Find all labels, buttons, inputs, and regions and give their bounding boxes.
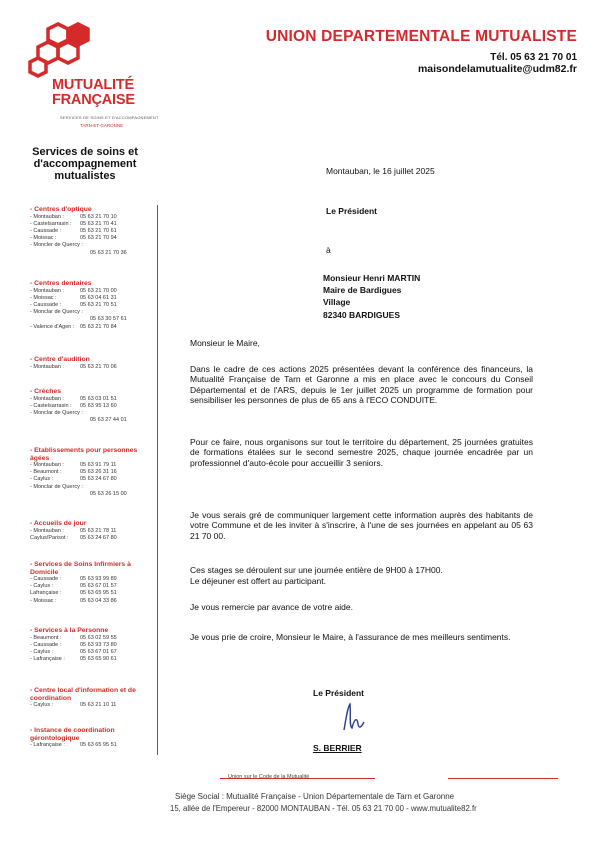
paragraph-2: Pour ce faire, nous organisons sur tout le territoire du département, 25 journées gratuites de formations étalées sur le second semestre 2025, chaque journée encadrée par un professionnel d'auto-école pour accueillir 3 seniors.	[190, 437, 533, 468]
entry-phone: 05 63 02 59 55	[80, 634, 117, 641]
sidebar-entry	[30, 214, 148, 221]
entry-phone: 05 63 21 70 36	[90, 249, 127, 256]
brand-region: TARN-ET-GARONNE	[80, 123, 124, 128]
sidebar-section-heading: - Instance de coordination gérontologique	[30, 727, 115, 742]
brand-name	[52, 78, 135, 108]
entry-city: - Montauban :	[30, 462, 64, 468]
sidebar-entry	[30, 635, 148, 642]
entry-city: - Moissac :	[30, 294, 57, 301]
sidebar-entry	[30, 590, 148, 597]
entry-city: - Lafrançaise :	[30, 742, 65, 748]
entry-city: - Moncler de Quercy :	[30, 242, 83, 249]
entry-phone: 05 63 21 70 00	[80, 287, 117, 294]
org-telephone: Tél. 05 63 21 70 01	[490, 52, 577, 63]
footer-rule-right	[448, 778, 558, 779]
sidebar-section-heading: - Services à la Personne	[30, 627, 109, 634]
recipient-postcode: 82340 BARDIGUES	[323, 310, 401, 320]
footer-line1: Siège Social : Mutualité Française - Union Départementale de Tarn et Garonne	[175, 792, 455, 801]
entry-phone: 05 63 21 70 41	[80, 220, 117, 227]
sidebar-entry	[30, 642, 148, 649]
entry-phone: 05 63 21 70 61	[80, 227, 117, 234]
salutation: Monsieur le Maire,	[190, 338, 260, 348]
sidebar-section	[30, 206, 148, 257]
sidebar-entry	[30, 410, 148, 417]
entry-phone: 05 63 27 44 01	[90, 417, 127, 424]
signature-name: S. BERRIER	[313, 743, 362, 753]
entry-city: - Valence d'Agen :	[30, 323, 75, 330]
entry-city: - Beaumont :	[30, 469, 62, 476]
entry-phone: 05 63 67 01 57	[80, 583, 117, 590]
sidebar-entry	[30, 702, 148, 709]
entry-phone: 05 63 30 57 61	[90, 316, 127, 323]
sidebar-entry	[30, 598, 148, 605]
sidebar-entry	[30, 250, 148, 257]
signature-title: Le Président	[313, 688, 365, 698]
paragraph-3: Je vous serais gré de communiquer largement cette information auprès des habitants de votre Commune et de les inviter à s'inscrire, à l'une de ses journées en appelant au 05 63 21 70 00.	[190, 510, 533, 541]
sidebar-title-line1: Services de soins et	[32, 146, 138, 158]
entry-city: Lafrançaise :	[30, 590, 62, 597]
entry-city: - Moissac :	[30, 235, 57, 242]
entry-phone: 05 63 65 95 51	[80, 590, 117, 597]
entry-phone: 05 63 24 67 80	[80, 534, 117, 541]
entry-city: - Lafrançaise :	[30, 656, 65, 663]
paragraph-1: Dans le cadre de ces actions 2025 présentées devant la conférence des financeurs, la Mutualité Française de Tarn et Garonne a mis en place avec le concours du Conseil Départemental et de l'ARS, depuis le 1er juillet 2025 un programme de formation pour sensibiliser les personnes de plus de 65 ans à l'ECO CONDUITE.	[190, 364, 533, 406]
sidebar-section	[30, 687, 148, 709]
entry-phone: 05 63 67 01 67	[80, 648, 117, 655]
entry-phone: 05 63 65 95 51	[80, 742, 117, 748]
sidebar-entry	[30, 535, 148, 542]
sidebar-entry	[30, 462, 148, 469]
sidebar-section-heading: - Accueils de jour	[30, 520, 87, 527]
sidebar-entry	[30, 403, 148, 410]
entry-phone: 05 63 21 70 84	[80, 323, 117, 330]
footer-line2: 15, allée de l'Empereur - 82000 MONTAUBAN - Tél. 05 63 21 70 00 - www.mutualite82.fr	[170, 804, 477, 813]
entry-city: - Montauban :	[30, 363, 64, 370]
sidebar-section	[30, 356, 148, 371]
sidebar-entry	[30, 364, 148, 371]
entry-city: - Caussade :	[30, 227, 62, 234]
entry-phone: 05 63 65 90 61	[80, 656, 117, 663]
sidebar-entry	[30, 309, 148, 316]
sidebar-entry	[30, 295, 148, 302]
brand-subtitle: SERVICES DE SOINS ET D'ACCOMPAGNEMENT	[60, 115, 159, 120]
sidebar-entry	[30, 228, 148, 235]
entry-phone: 05 63 93 73 80	[80, 641, 117, 648]
sidebar-title	[20, 146, 150, 182]
entry-phone: 05 63 95 13 60	[80, 402, 117, 409]
entry-phone: 05 63 21 70 06	[80, 363, 117, 370]
sidebar-entry	[30, 242, 148, 249]
sidebar-entry	[30, 396, 148, 403]
entry-city: Caylus/Parisot :	[30, 534, 69, 541]
entry-city: - Beaumont :	[30, 634, 62, 641]
entry-phone: 05 63 04 33 86	[80, 597, 117, 604]
sidebar-entry	[30, 742, 148, 749]
recipient-address: Village	[323, 297, 351, 307]
sidebar-section-heading: - Centre local d'information et de coordination	[30, 687, 136, 702]
sidebar-title-line3: mutualistes	[54, 170, 116, 182]
entry-phone: 05 63 91 79 11	[80, 462, 117, 468]
entry-phone: 05 63 03 01 51	[80, 395, 117, 402]
entry-city: - Monclar de Quercy :	[30, 309, 83, 316]
sidebar-section	[30, 280, 148, 331]
sidebar-entry	[30, 221, 148, 228]
sidebar-entry	[30, 528, 148, 535]
entry-phone: 05 63 93 99 89	[80, 576, 117, 582]
sidebar-entry	[30, 469, 148, 476]
entry-city: - Caylus :	[30, 702, 54, 708]
entry-phone: 05 63 26 15 00	[90, 490, 127, 497]
sidebar-section	[30, 561, 148, 605]
sidebar-section	[30, 520, 148, 542]
sidebar-entry	[30, 302, 148, 309]
sidebar-entry	[30, 491, 148, 498]
entry-city: - Montauban :	[30, 287, 64, 294]
recipient-title: Maire de Bardigues	[323, 285, 402, 295]
sidebar-entry	[30, 656, 148, 663]
entry-city: - Montauban :	[30, 527, 64, 534]
sidebar-section-heading: - Centres dentaires	[30, 280, 92, 287]
sidebar-entry	[30, 649, 148, 656]
sidebar-entry	[30, 583, 148, 590]
entry-city: - Montauban :	[30, 395, 64, 402]
entry-city: - Caylus :	[30, 476, 54, 483]
sidebar-entry	[30, 235, 148, 242]
sidebar-entry	[30, 576, 148, 583]
sidebar-section-heading: - Etablissements pour personnes âgées	[30, 447, 138, 462]
entry-city: - Caussade :	[30, 576, 62, 582]
sidebar-entry	[30, 484, 148, 491]
mutualite-logo-icon	[28, 22, 98, 78]
sidebar-entry	[30, 316, 148, 323]
sidebar-section-heading: - Services de Soins Infirmiers à Domicile	[30, 561, 131, 576]
letter-sender: Le Président	[326, 206, 378, 216]
paragraph-6: Je vous prie de croire, Monsieur le Maire, à l'assurance de mes meilleurs sentiments.	[190, 632, 511, 642]
footer-tagline: Union sur le Code de la Mutualité	[228, 774, 310, 780]
brand-line2: FRANÇAISE	[52, 92, 135, 108]
org-email: maisondelamutualite@udm82.fr	[417, 63, 577, 75]
sidebar-section-heading: - Centre d'audition	[30, 356, 90, 363]
paragraph-4a: Ces stages se déroulent sur une journée entière de 9H00 à 17H00.	[190, 565, 443, 575]
letter-to: à	[326, 245, 331, 255]
entry-phone: 05 63 21 70 10	[80, 213, 117, 220]
entry-city: - Monclar de Quercy :	[30, 409, 83, 416]
entry-phone: 05 63 04 61 31	[80, 294, 117, 301]
entry-phone: 05 63 26 31 16	[80, 469, 117, 476]
sidebar-section-heading: - Centres d'optique	[30, 206, 92, 213]
entry-city: - Monclar de Quercy :	[30, 483, 83, 490]
paragraph-5: Je vous remercie par avance de votre aide.	[190, 602, 354, 612]
entry-city: - Moissac :	[30, 597, 57, 604]
org-title: UNION DEPARTEMENTALE MUTUALISTE	[265, 28, 577, 45]
entry-phone: 05 63 21 78 11	[80, 527, 117, 534]
sidebar-entry	[30, 476, 148, 483]
sidebar-section	[30, 627, 148, 663]
entry-city: - Caylus :	[30, 648, 54, 655]
entry-phone: 05 63 21 70 51	[80, 301, 117, 308]
entry-city: - Castelsarrasin :	[30, 402, 72, 409]
entry-city: - Caylus :	[30, 583, 54, 590]
entry-city: - Castelsarrasin :	[30, 220, 72, 227]
recipient-name: Monsieur Henri MARTIN	[323, 273, 421, 283]
entry-city: - Caussade :	[30, 641, 62, 648]
letter-date: Montauban, le 16 juillet 2025	[326, 166, 435, 176]
entry-city: - Montauban :	[30, 213, 64, 220]
sidebar-entry	[30, 324, 148, 331]
entry-phone: 05 63 21 10 11	[80, 702, 117, 708]
handwritten-signature-icon	[338, 700, 368, 736]
entry-phone: 05 63 24 67 80	[80, 476, 117, 483]
sidebar-entry	[30, 417, 148, 424]
sidebar-section-heading: - Crèches	[30, 388, 61, 395]
entry-phone: 05 63 21 70 94	[80, 235, 117, 242]
entry-city: - Caussade :	[30, 301, 62, 308]
brand-line1: MUTUALITÉ	[52, 77, 134, 93]
sidebar-section	[30, 727, 148, 749]
sidebar-section	[30, 447, 148, 498]
paragraph-4b: Le déjeuner est offert au participant.	[190, 576, 326, 586]
sidebar-title-line2: d'accompagnement	[33, 158, 137, 170]
sidebar-section	[30, 388, 148, 424]
sidebar-entry	[30, 288, 148, 295]
sidebar-divider	[157, 205, 158, 755]
